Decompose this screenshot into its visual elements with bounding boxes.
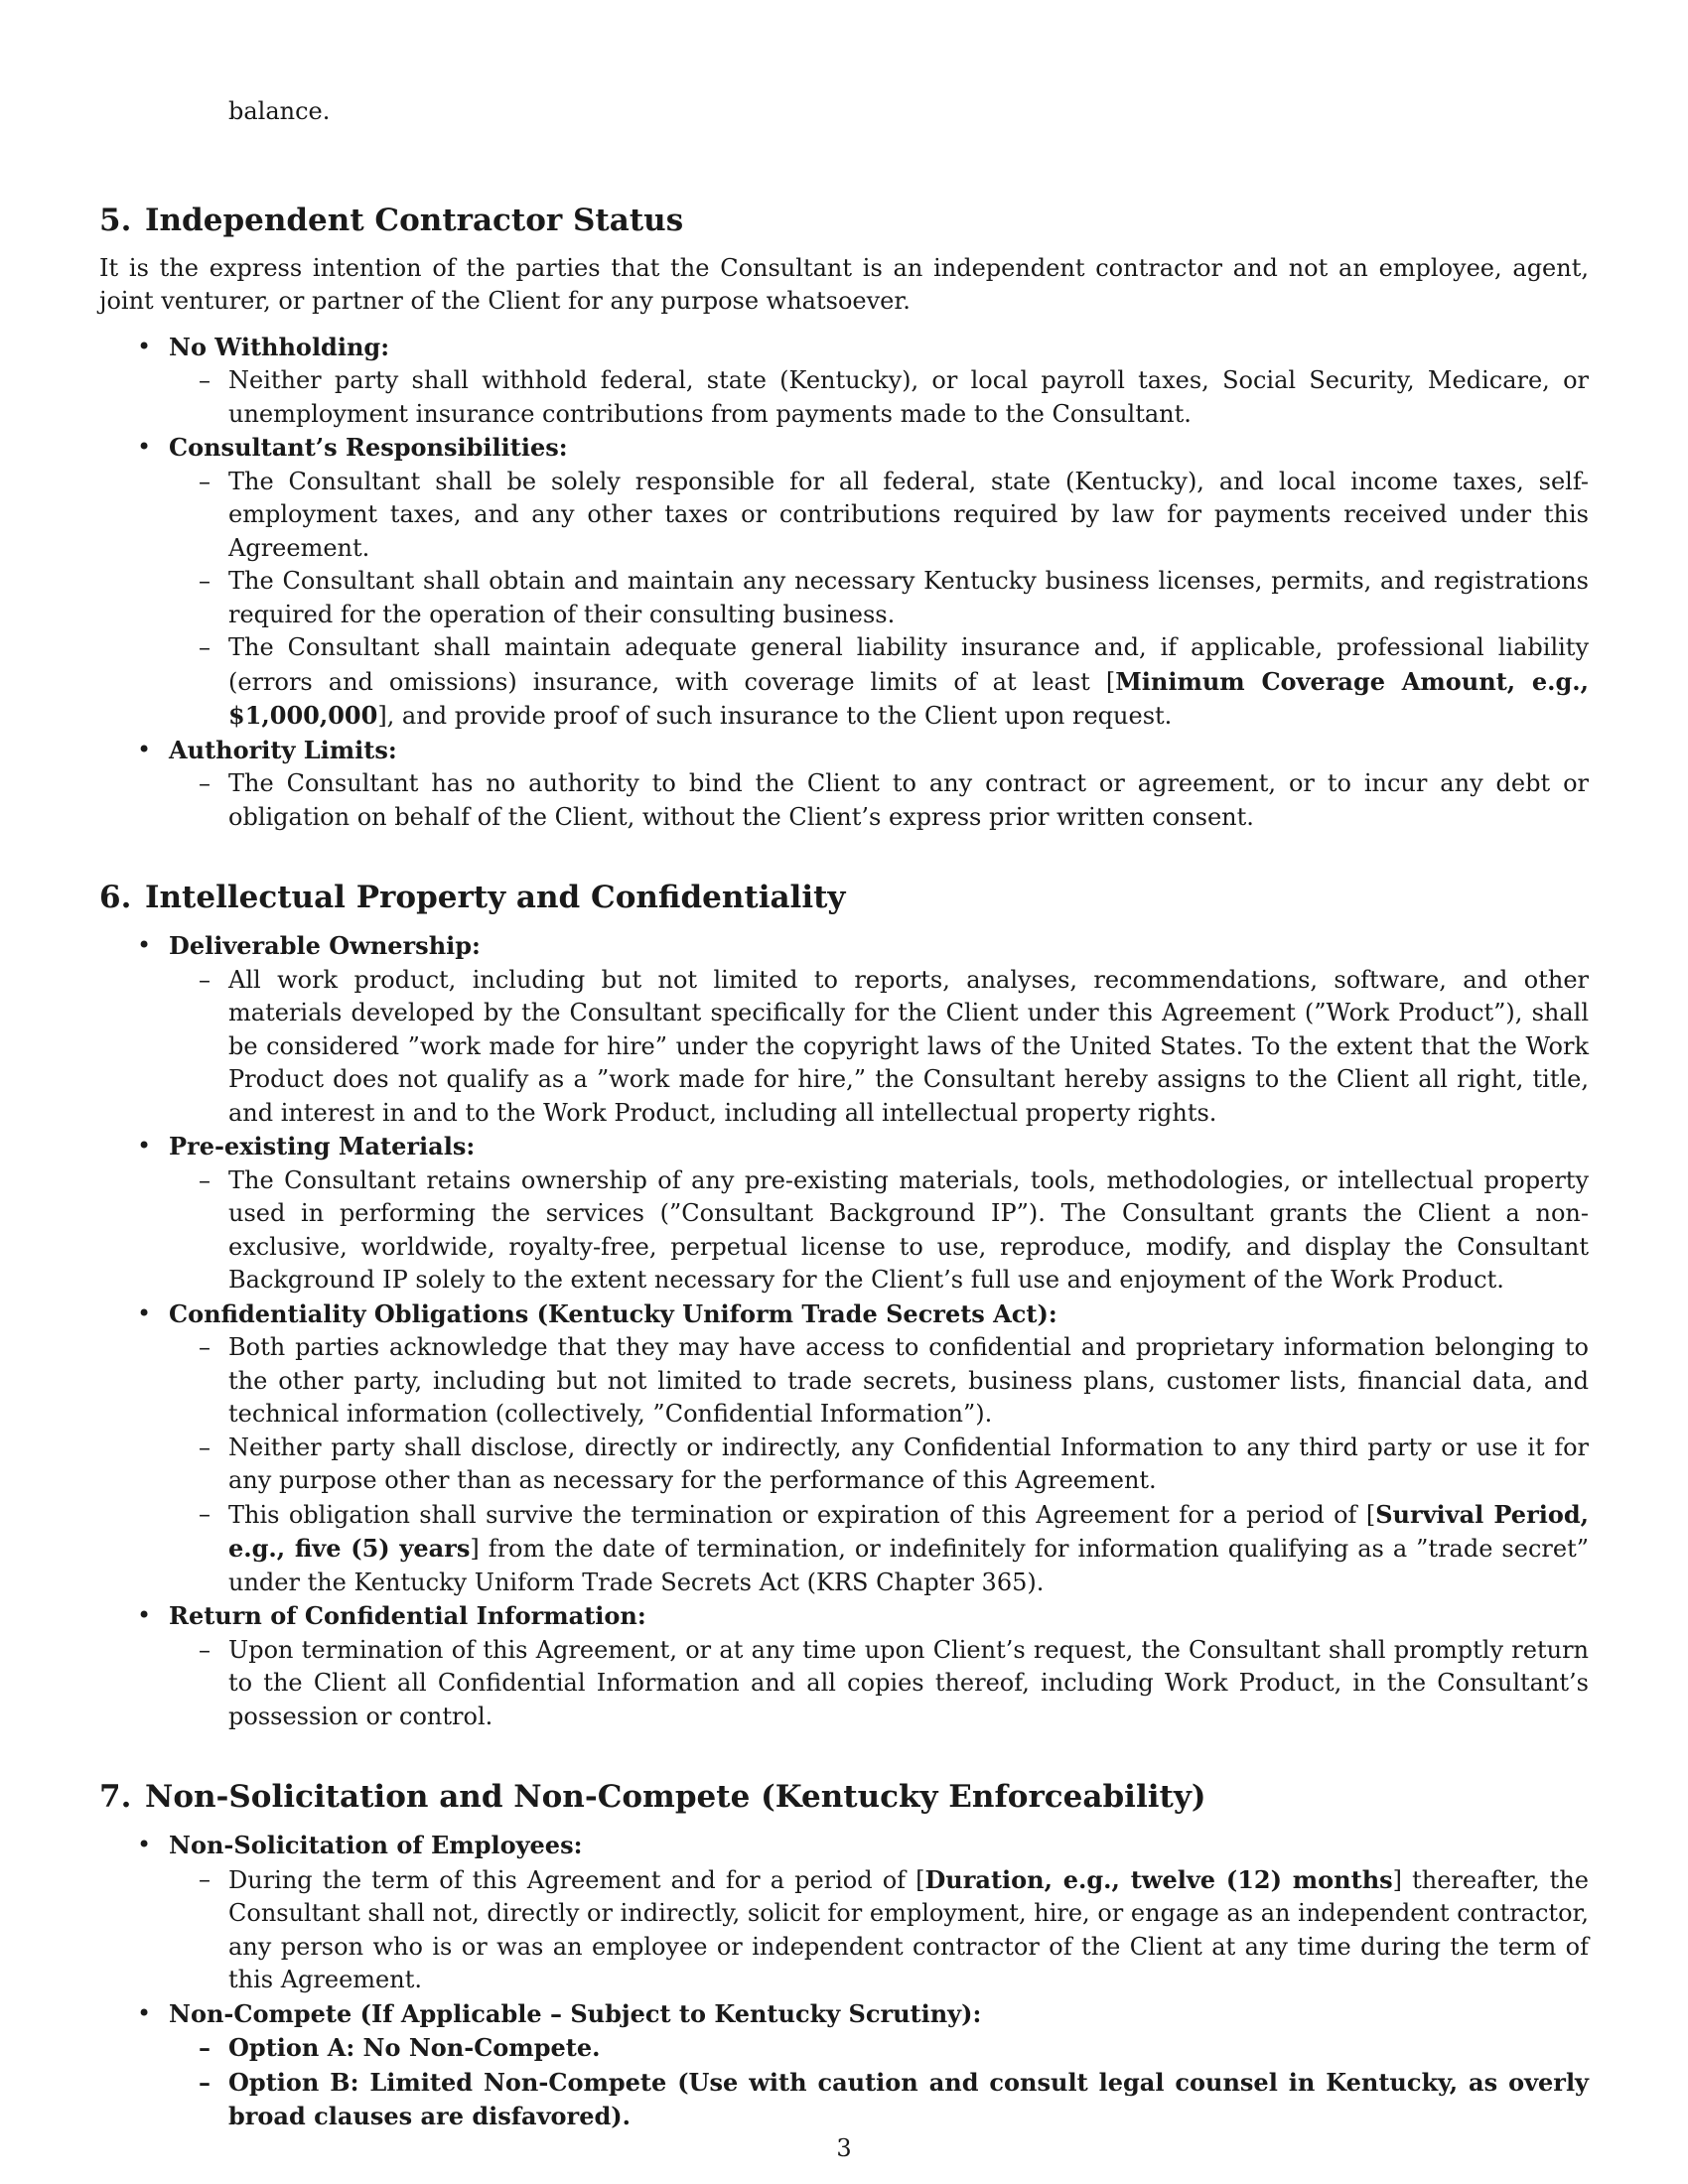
section-title: Independent Contractor Status: [145, 202, 684, 238]
list-item: [99, 734, 1589, 835]
sub-item: – Neither party shall disclose, directly or indirectly, any Confidential Information to any third party or use it for any purpose other than as necessary for the performance of this Agreement.: [199, 1433, 1589, 1494]
dash-icon: –: [199, 2067, 211, 2097]
item-label: Pre-existing Materials:: [169, 1132, 476, 1160]
section-7: [99, 1777, 1589, 2134]
dash-icon: –: [199, 965, 211, 994]
section-heading: 5. Independent Contractor Status: [99, 202, 684, 238]
bullet-list: [99, 1829, 1589, 2134]
list-item: [99, 1130, 1589, 1297]
item-label: Return of Confidential Information:: [169, 1601, 646, 1630]
option-text: Option B: Limited Non-Compete (Use with caution and consult legal counsel in Kentucky, as overly broad clauses are disfavored).: [228, 2067, 1589, 2130]
sub-item: – The Consultant shall obtain and maintain any necessary Kentucky business licenses, permits, and registrations required for the operation of their consulting business.: [199, 567, 1589, 628]
section-5: [99, 201, 1589, 835]
bullet-list: [99, 331, 1589, 835]
dash-icon: –: [199, 1499, 211, 1528]
item-label: No Withholding:: [169, 332, 390, 361]
bullet-icon: •: [137, 1132, 152, 1160]
sub-item: – The Consultant shall be solely responsible for all federal, state (Kentucky), and local income taxes, self-employment taxes, and any other taxes or contributions required by law for payments received under this Agreement.: [199, 467, 1589, 562]
sub-item: [169, 2031, 1589, 2066]
dash-icon: –: [199, 2033, 211, 2062]
item-label: Non-Solicitation of Employees:: [169, 1831, 583, 1859]
dash-icon: –: [199, 467, 211, 495]
item-label: Confidentiality Obligations (Kentucky Uniform Trade Secrets Act):: [169, 1298, 1057, 1328]
dash-icon: –: [199, 1864, 211, 1893]
sub-item: – The Consultant has no authority to bind the Client to any contract or agreement, or to incur any debt or obligation on behalf of the Client, without the Client’s express prior written consent.: [199, 769, 1589, 831]
dash-icon: –: [199, 1433, 211, 1461]
list-item: [99, 431, 1589, 734]
dash-icon: –: [199, 567, 211, 595]
item-label: Authority Limits:: [169, 735, 397, 764]
bullet-icon: •: [137, 931, 152, 959]
list-item: [99, 1297, 1589, 1600]
bullet-list: [99, 929, 1589, 1733]
section-title: Intellectual Property and Confidentiality: [145, 880, 846, 915]
carryover-text: balance.: [228, 97, 331, 125]
sub-item: – Upon termination of this Agreement, or at any time upon Client’s request, the Consultant shall promptly return to the Client all Confidential Information and all copies thereof, including Work Product, in the Consultant’s possession or control.: [199, 1635, 1589, 1730]
dash-icon: –: [199, 1635, 211, 1664]
bullet-icon: •: [137, 1601, 152, 1629]
dash-icon: –: [199, 366, 211, 394]
sub-item: – All work product, including but not limited to reports, analyses, recommendations, software, and other materials developed by the Consultant specifically for the Client under this Agreement (”Work Product”), shall be considered ”work made for hire” under the copyright laws of the United States. To the extent that the Work Product does not qualify as a ”work made for hire,” the Consultant hereby assigns to the Client all right, title, and interest in and to the Work Product, including all intellectual property rights.: [199, 965, 1589, 1127]
dash-icon: –: [199, 1333, 211, 1361]
bullet-icon: •: [137, 735, 152, 763]
document-page: [99, 95, 1589, 2134]
bullet-icon: •: [137, 433, 152, 461]
sub-item: – Both parties acknowledge that they may have access to confidential and proprietary information belonging to the other party, including but not limited to trade secrets, business plans, customer lists, financial data, and technical information (collectively, ”Confidential Information”).: [199, 1333, 1589, 1428]
item-label: Consultant’s Responsibilities:: [169, 433, 568, 462]
list-item: [99, 1829, 1589, 1997]
sub-item: – The Consultant shall maintain adequate general liability insurance and, if applicable, professional liability (errors and omissions) insurance, with coverage limits of at least [Minimum Coverage Amount, e.g., $1,000,000], and provide proof of such insurance to the Client upon request.: [199, 633, 1589, 730]
sub-item: – The Consultant retains ownership of any pre-existing materials, tools, methodologies, or intellectual property used in performing the services (”Consultant Background IP”). The Consultant grants the Client a non-exclusive, worldwide, royalty-free, perpetual license to use, reproduce, modify, and display the Consultant Background IP solely to the extent necessary for the Client’s full use and enjoyment of the Work Product.: [199, 1165, 1589, 1294]
section-heading: 7. Non-Solicitation and Non-Compete (Kentucky Enforceability): [99, 1779, 1206, 1815]
sub-item: [169, 2066, 1589, 2134]
section-6: [99, 878, 1589, 1733]
option-text: Option A: No Non-Compete.: [228, 2033, 601, 2062]
item-label: Non-Compete (If Applicable – Subject to Kentucky Scrutiny):: [169, 1998, 982, 2028]
sub-item: – Neither party shall withhold federal, state (Kentucky), or local payroll taxes, Social Security, Medicare, or unemployment insurance contributions from payments made to the Consultant.: [199, 366, 1589, 428]
placeholder-field: Duration, e.g., twelve (12) months: [924, 1864, 1393, 1894]
section-title: Non-Solicitation and Non-Compete (Kentucky Enforceability): [145, 1779, 1206, 1815]
bullet-icon: •: [137, 1998, 152, 2027]
sub-item: – During the term of this Agreement and for a period of [Duration, e.g., twelve (12) months] thereafter, the Consultant shall not, directly or indirectly, solicit for employment, hire, or engage as an independent contractor, any person who is or was an employee or independent contractor of the Client at any time during the term of this Agreement.: [199, 1864, 1589, 1993]
placeholder-field: Survival Period, e.g., five (5) years: [228, 1499, 1589, 1563]
sub-item: – This obligation shall survive the termination or expiration of this Agreement for a period of [Survival Period, e.g., five (5) years] from the date of termination, or indefinitely for information qualifying as a ”trade secret” under the Kentucky Uniform Trade Secrets Act (KRS Chapter 365).: [199, 1499, 1589, 1596]
dash-icon: –: [199, 769, 211, 797]
list-item: [99, 929, 1589, 1130]
bullet-icon: •: [137, 1831, 152, 1858]
bullet-icon: •: [137, 332, 152, 360]
section-intro: It is the express intention of the parties that the Consultant is an independent contractor and not an employee, agent, joint venturer, or partner of the Client for any purpose whatsoever.: [99, 253, 1589, 315]
list-item: [99, 1997, 1589, 2134]
bullet-icon: •: [137, 1298, 152, 1327]
dash-icon: –: [199, 633, 211, 661]
dash-icon: –: [199, 1165, 211, 1194]
section-heading: 6. Intellectual Property and Confidentiality: [99, 880, 846, 915]
list-item: [99, 1599, 1589, 1733]
placeholder-field: Minimum Coverage Amount, e.g., $1,000,000: [228, 666, 1589, 730]
list-item: [99, 331, 1589, 432]
item-label: Deliverable Ownership:: [169, 931, 481, 960]
page-number: 3: [836, 2134, 852, 2162]
